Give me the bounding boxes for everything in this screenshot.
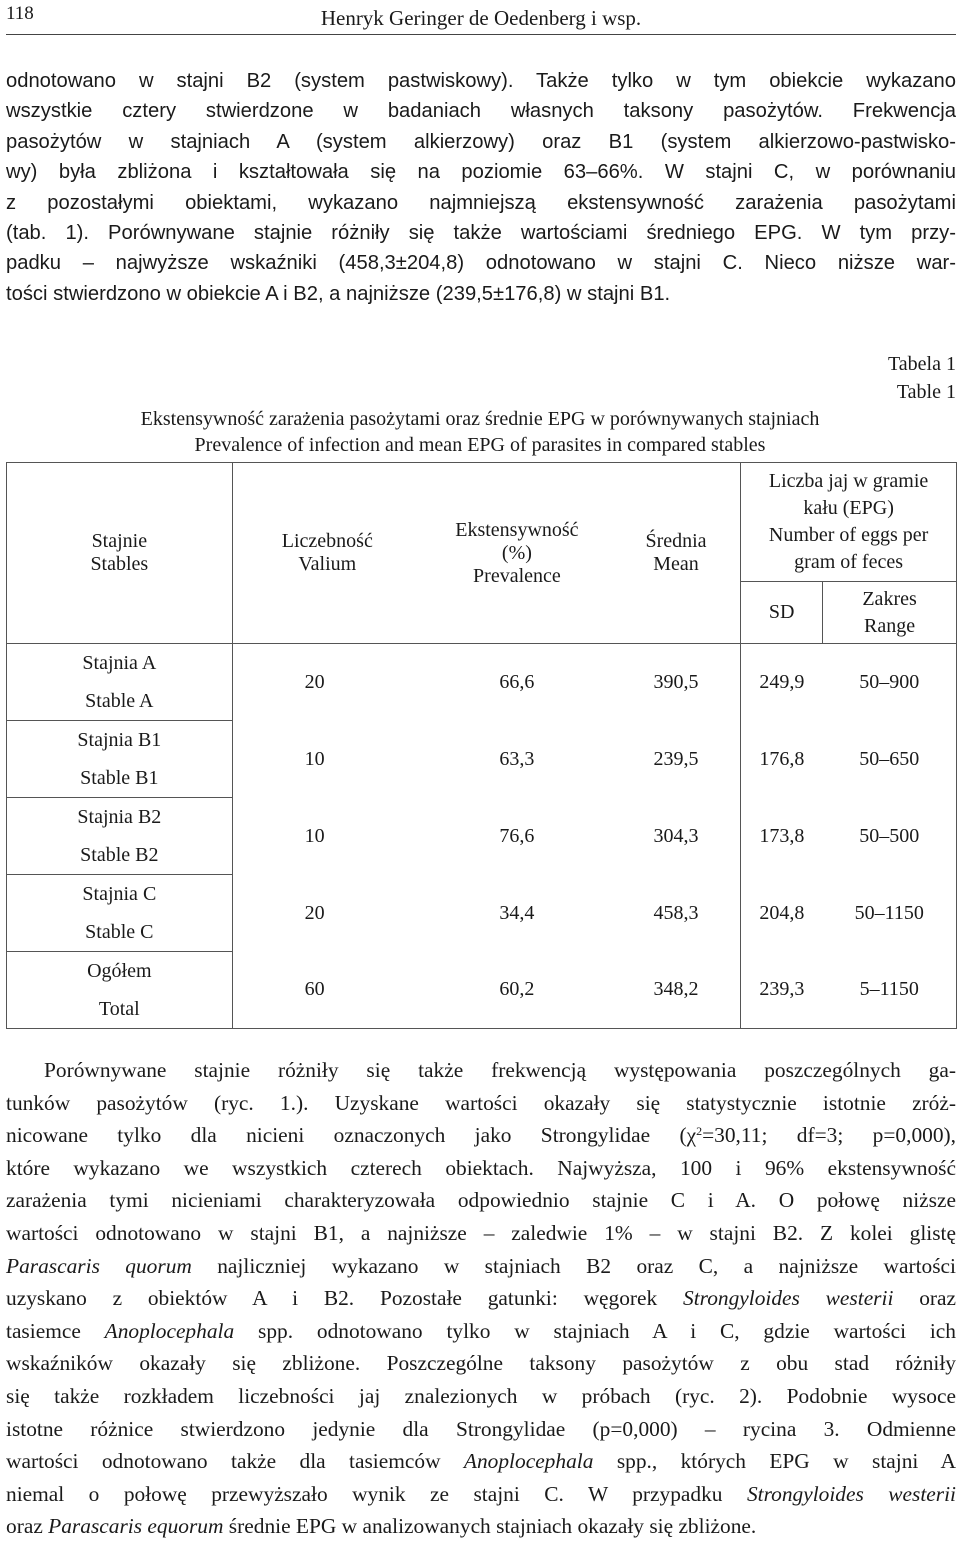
text-line: zarażenia tymi nicieniami charakteryzowała odpowiednio stajnie C i A. O połowę niższe — [6, 1188, 956, 1213]
text-line: tości stwierdzono w obiekcie A i B2, a najniższe (239,5±176,8) w stajni B1. — [6, 282, 671, 305]
count-cell: 60 — [232, 952, 422, 1029]
stable-cell: Stajnia B2 Stable B2 — [7, 798, 233, 875]
sd-cell: 176,8 — [741, 721, 823, 798]
prevalence-cell: 60,2 — [422, 952, 612, 1029]
header-count: Liczebność Valium — [232, 463, 422, 644]
count-cell: 20 — [232, 875, 422, 952]
header-mean: Średnia Mean — [612, 463, 741, 644]
count-cell: 10 — [232, 798, 422, 875]
header-epg: Liczba jaj w gramie kału (EPG) Number of eggs per gram of feces — [741, 463, 957, 582]
stable-cell: Ogółem Total — [7, 952, 233, 1029]
prevalence-cell: 76,6 — [499, 824, 535, 847]
paragraph-2 — [6, 1054, 956, 1543]
prevalence-cell: 66,6 — [499, 670, 535, 693]
prevalence-cell: 63,3 — [499, 747, 535, 770]
header-sd: SD — [741, 582, 823, 644]
range-cell: 50–500 — [823, 798, 957, 875]
text-line: wskaźników okazały się zbliżone. Poszczególne taksony pasożytów z obu stad różniły — [6, 1351, 956, 1376]
range-cell: 5–1150 — [823, 952, 957, 1029]
mean-cell: 304,3 — [612, 798, 741, 875]
text-line: Parascaris quorum najliczniej wykazano w stajniach B2 oraz C, a najniższe wartości — [6, 1253, 956, 1278]
mean-cell: 458,3 — [612, 875, 741, 952]
mean-cell: 239,5 — [612, 721, 741, 798]
sd-cell: 249,9 — [741, 644, 823, 721]
text-line: się także rozkładem liczebności jaj znalezionych w próbach (ryc. 2). Podobnie wysoce — [6, 1383, 956, 1408]
count-cell: 10 — [232, 721, 422, 798]
text-line: uzyskano z obiektów A i B2. Pozostałe gatunki: węgorek Strongyloides westerii oraz — [6, 1286, 956, 1311]
table-row — [7, 798, 957, 875]
text-line: odnotowano w stajni B2 (system pastwiskowy). Także tylko w tym obiekcie wykazano — [6, 70, 956, 92]
range-cell: 50–900 — [823, 644, 957, 721]
sd-cell: 204,8 — [741, 875, 823, 952]
range-cell: 50–1150 — [823, 875, 957, 952]
table-row — [7, 644, 957, 721]
text-line: pasożytów w stajniach A (system alkierzowy) oraz B1 (system alkierzowo-pastwisko- — [6, 130, 956, 153]
text-line: z pozostałymi obiektami, wykazano najmniejszą ekstensywność zarażenia pasożytami — [6, 191, 956, 214]
table-title-pl: Ekstensywność zarażenia pasożytami oraz średnie EPG w porównywanych stajniach — [140, 408, 820, 430]
header-range: Zakres Range — [823, 582, 957, 644]
header-stable: Stajnie Stables — [7, 463, 233, 644]
text-line: wartości odnotowano także dla tasiemców Anoplocephala spp., których EPG w stajni A — [6, 1449, 956, 1474]
text-line: nicowane tylko dla nicieni oznaczonych jako Strongylidae ($\chi^2=30,11$; df=3; p=0,000), — [6, 1123, 957, 1148]
table-row — [7, 721, 957, 798]
text-line: padku – najwyższe wskaźniki (458,3±204,8) odnotowano w stajni C. Nieco niższe war- — [6, 252, 956, 275]
prevalence-cell: 34,4 — [499, 901, 535, 924]
stable-cell: Stajnia A Stable A — [7, 644, 233, 721]
text-line: Porównywane stajnie różniły się także frekwencją występowania poszczególnych ga- — [44, 1058, 956, 1082]
text-line: istotne różnice stwierdzono jedynie dla Strongylidae (p=0,000) – rycina 3. Odmienne — [6, 1416, 956, 1441]
epg-table — [6, 462, 957, 1029]
paragraph-1 — [6, 66, 956, 309]
text-line: niemal o połowę przewyższało wynik ze stajni C. W przypadku Strongyloides westerii — [6, 1481, 956, 1506]
sd-cell: 173,8 — [741, 798, 823, 875]
table-label-en: Table 1 — [896, 381, 956, 403]
sd-cell: 239,3 — [741, 952, 823, 1029]
text-line: tasiemce Anoplocephala spp. odnotowano tylko w stajniach A i C, gdzie wartości ich — [6, 1318, 956, 1343]
text-line: (tab. 1). Porównywane stajnie różniły się także wartościami średniego EPG. W tym przy- — [6, 222, 956, 245]
header-prevalence: Ekstensywność (%) Prevalence — [422, 463, 612, 644]
range-cell: 50–650 — [823, 721, 957, 798]
mean-cell: 390,5 — [612, 644, 741, 721]
stable-cell: Stajnia B1 Stable B1 — [7, 721, 233, 798]
text-line: tunków pasożytów (ryc. 1.). Uzyskane wartości okazały się statystycznie istotnie zróż- — [6, 1090, 956, 1115]
page-header — [6, 0, 956, 35]
stable-cell: Stajnia C Stable C — [7, 875, 233, 952]
text-line: wy) była zbliżona i kształtowała się na poziomie 63–66%. W stajni C, w porównaniu — [6, 161, 956, 184]
text-line: które wykazano we wszystkich czterech obiektach. Najwyższa, 100 i 96% ekstensywność — [6, 1155, 956, 1180]
text-line: wszystkie cztery stwierdzone w badaniach własnych taksony pasożytów. Frekwencja — [6, 100, 956, 123]
table-label-pl: Tabela 1 — [887, 353, 956, 375]
table-title-en: Prevalence of infection and mean EPG of parasites in compared stables — [194, 434, 766, 456]
table-row — [7, 952, 957, 1029]
text-line: oraz Parascaris equorum średnie EPG w analizowanych stajniach okazały się zbliżone. — [6, 1514, 757, 1539]
text-line: wartości odnotowano w stajni B1, a najniższe – zaledwie 1% – w stajni B2. Z kolei glistę — [6, 1220, 956, 1245]
running-head: Henryk Geringer de Oedenberg i wsp. — [320, 6, 642, 30]
mean-cell: 348,2 — [612, 952, 741, 1029]
page-number: 118 — [6, 3, 34, 24]
table-row — [7, 875, 957, 952]
count-cell: 20 — [232, 644, 422, 721]
